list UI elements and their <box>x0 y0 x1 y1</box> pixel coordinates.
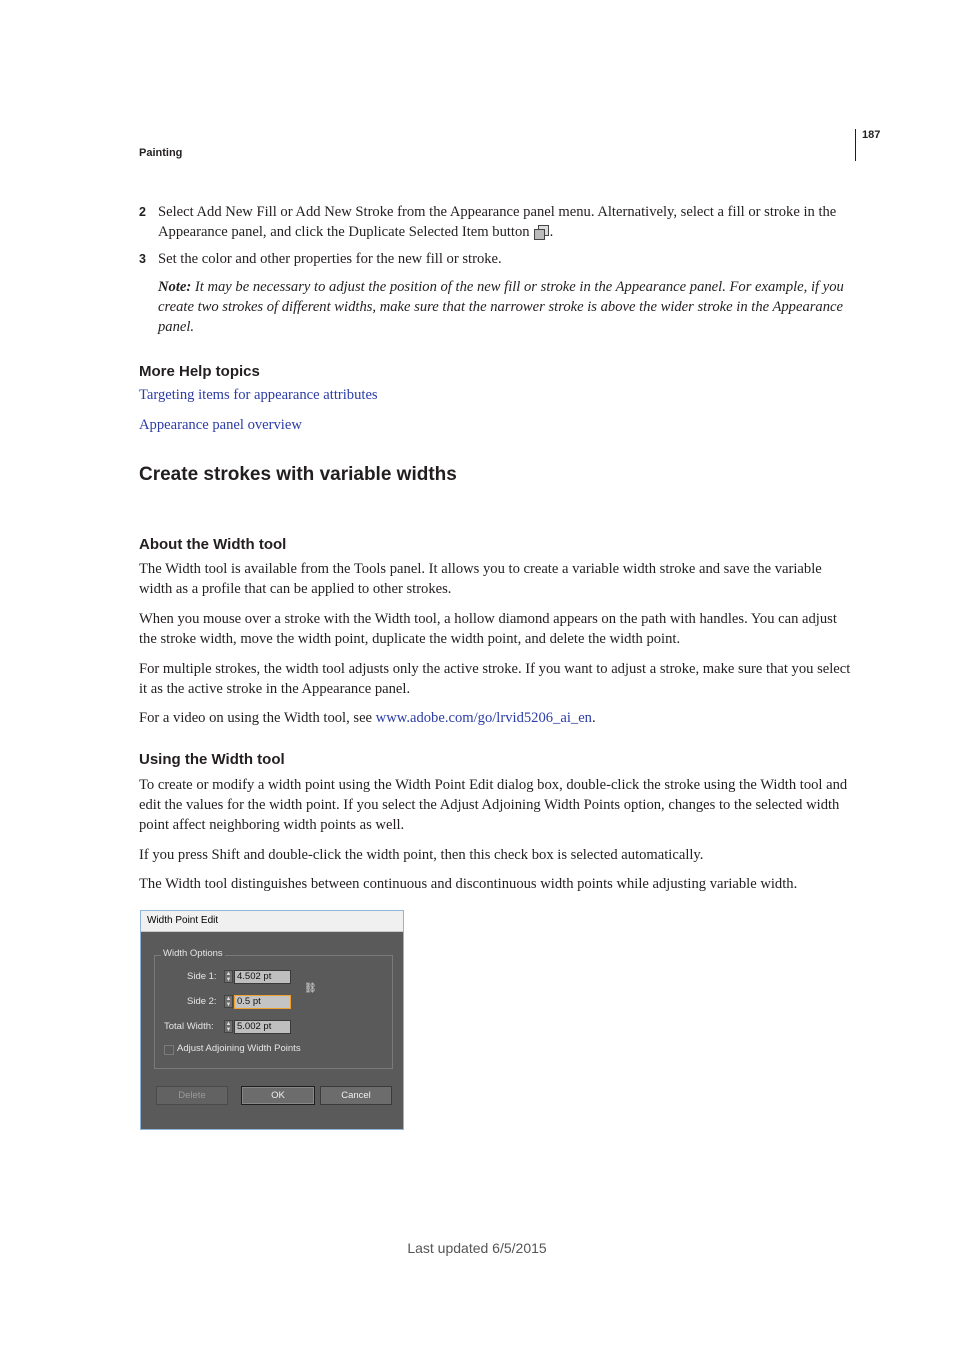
total-width-label: Total Width: <box>164 1021 214 1032</box>
side1-input[interactable]: 4.502 pt <box>234 970 291 984</box>
running-head: Painting <box>139 147 183 159</box>
step-number: 2 <box>139 205 146 219</box>
side2-input[interactable]: 0.5 pt <box>234 995 291 1009</box>
side1-label: Side 1: <box>187 971 217 982</box>
step-2 <box>139 202 851 242</box>
about-paragraph-2: When you mouse over a stroke with the Width tool, a hollow diamond appears on the path with handles. You can adjust the stroke width, move the width point, duplicate the width point, and delete the width point. <box>139 611 837 647</box>
using-heading: Using the Width tool <box>139 751 285 768</box>
header-rule <box>855 129 856 161</box>
step-text: Set the color and other properties for the new fill or stroke. <box>158 251 502 267</box>
constrain-link-icon[interactable]: ⛓ <box>304 983 317 994</box>
cancel-button[interactable]: Cancel <box>320 1086 392 1105</box>
dialog-titlebar[interactable] <box>141 911 403 932</box>
step-text: Select Add New Fill or Add New Stroke from the Appearance panel menu. Alternatively, select a fill or stroke in the Appearance panel, and click the Duplicate Selected Item button . <box>158 204 837 240</box>
link-targeting-items[interactable]: Targeting items for appearance attributes <box>139 387 378 403</box>
using-paragraph-3: The Width tool distinguishes between continuous and discontinuous width points while adjusting variable width. <box>139 876 798 892</box>
adjust-adjoining-label[interactable]: Adjust Adjoining Width Points <box>177 1043 301 1054</box>
side1-stepper[interactable]: ▲ ▼ <box>225 971 232 983</box>
link-appearance-overview[interactable]: Appearance panel overview <box>139 417 302 433</box>
using-paragraph-1: To create or modify a width point using the Width Point Edit dialog box, double-click the stroke using the Width tool and edit the values for the width point. If you select the Adjust Adjoining Width Points option, changes to the selected width point affect neighboring width points as well. <box>139 777 848 833</box>
section-title: Create strokes with variable widths <box>139 464 457 485</box>
total-width-stepper[interactable]: ▲ ▼ <box>225 1021 232 1033</box>
step-3 <box>139 249 851 269</box>
side2-stepper[interactable]: ▲ ▼ <box>225 996 232 1008</box>
about-paragraph-3: For multiple strokes, the width tool adjusts only the active stroke. If you want to adjust a stroke, make sure that you select it as the active stroke in the Appearance panel. <box>139 661 851 697</box>
about-paragraph-1: The Width tool is available from the Tools panel. It allows you to create a variable width stroke and save the variable width as a profile that can be applied to other strokes. <box>139 561 822 597</box>
about-paragraph-4: For a video on using the Width tool, see www.adobe.com/go/lrvid5206_ai_en. <box>139 710 596 726</box>
note-label: Note: <box>158 279 192 295</box>
duplicate-item-icon <box>534 225 550 239</box>
adjust-adjoining-checkbox[interactable] <box>164 1045 174 1055</box>
note: Note: It may be necessary to adjust the position of the new fill or stroke in the Appearance panel. For example, if you create two strokes of different widths, make sure that the narrower stroke is above the wider stroke in the Appearance panel. <box>158 279 844 335</box>
using-paragraph-2: If you press Shift and double-click the width point, then this check box is selected automatically. <box>139 847 704 863</box>
about-heading: About the Width tool <box>139 536 287 553</box>
dialog-title: Width Point Edit <box>147 915 219 926</box>
step-number: 3 <box>139 252 146 266</box>
width-point-edit-dialog <box>140 910 404 1130</box>
ok-button[interactable]: OK <box>241 1086 315 1105</box>
page-number: 187 <box>862 129 881 141</box>
delete-button[interactable]: Delete <box>156 1086 228 1105</box>
side2-label: Side 2: <box>187 996 217 1007</box>
total-width-input[interactable]: 5.002 pt <box>234 1020 291 1034</box>
video-link[interactable]: www.adobe.com/go/lrvid5206_ai_en <box>375 710 592 726</box>
width-options-label: Width Options <box>163 948 223 959</box>
last-updated: Last updated 6/5/2015 <box>407 1240 547 1256</box>
more-help-heading: More Help topics <box>139 363 260 380</box>
